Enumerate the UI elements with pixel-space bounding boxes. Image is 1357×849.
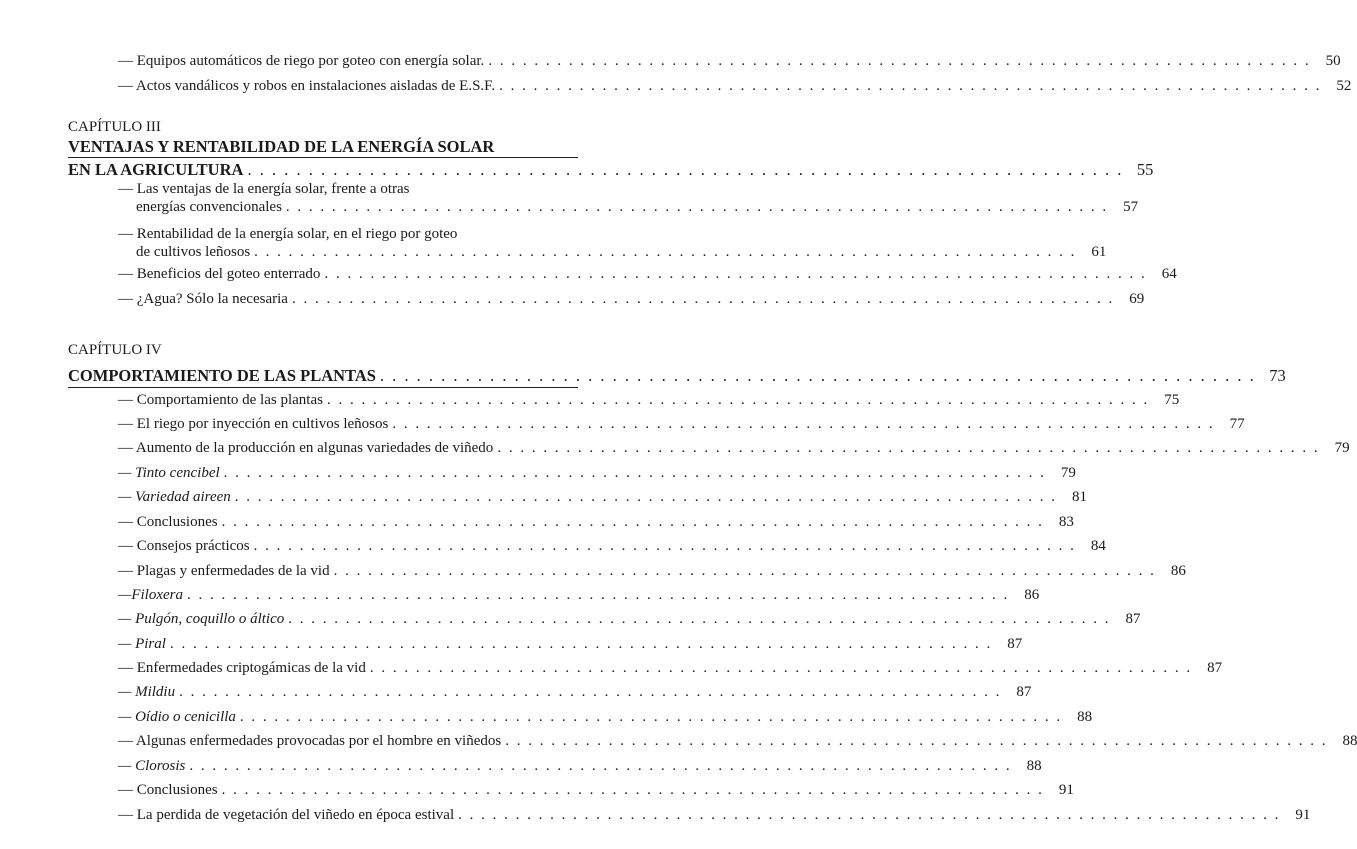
toc-entry-text: — Comportamiento de las plantas xyxy=(118,392,323,408)
toc-entry xyxy=(0,732,1357,750)
toc-leader xyxy=(324,265,1146,283)
toc-page-number: 81 xyxy=(1072,489,1088,505)
toc-entry xyxy=(0,52,1341,70)
toc-page-number: 52 xyxy=(1336,78,1352,94)
toc-subentry-text: —Filoxera xyxy=(118,587,183,603)
toc-entry-text: — Rentabilidad de la energía solar, en el riego por goteo xyxy=(118,226,458,242)
toc-page-number: 79 xyxy=(1334,440,1350,456)
toc-leader xyxy=(254,243,1076,261)
chapter-rule xyxy=(68,387,578,388)
toc-entry-text: — Enfermedades criptogámicas de la vid xyxy=(118,660,366,676)
toc-leader xyxy=(334,562,1156,580)
toc-leader xyxy=(499,77,1321,95)
chapter-title-text: EN LA AGRICULTURA xyxy=(68,160,244,179)
toc-page-number: 75 xyxy=(1164,392,1180,408)
toc-leader xyxy=(224,464,1046,482)
toc-leader xyxy=(187,586,1009,604)
toc-subentry xyxy=(0,488,1088,506)
toc-subentry xyxy=(0,757,1042,775)
toc-entry xyxy=(0,77,1352,95)
toc-leader xyxy=(327,391,1149,409)
chapter-title-line xyxy=(68,366,1286,386)
toc-page-number: 91 xyxy=(1295,807,1311,823)
chapter-page-number: 73 xyxy=(1269,366,1286,385)
toc-entry-text-cont: de cultivos leñosos xyxy=(136,244,251,260)
toc-page-number: 88 xyxy=(1077,709,1093,725)
toc-leader xyxy=(254,537,1076,555)
toc-page-number: 91 xyxy=(1058,782,1074,798)
toc-leader xyxy=(179,683,1001,701)
toc-entry xyxy=(0,180,1139,216)
toc-leader xyxy=(505,732,1327,750)
chapter-rule xyxy=(68,157,578,158)
toc-subentry-text: — Variedad aireen xyxy=(118,489,231,505)
toc-leader xyxy=(235,488,1057,506)
toc-page-number: 50 xyxy=(1325,53,1341,69)
toc-entry-text: — Consejos prácticos xyxy=(118,538,250,554)
toc-page-number: 79 xyxy=(1060,465,1076,481)
toc-subentry xyxy=(0,464,1076,482)
toc-entry-text: — Actos vandálicos y robos en instalaciones aisladas de E.S.F. xyxy=(118,78,496,94)
toc-leader xyxy=(292,290,1114,308)
toc-entry xyxy=(0,659,1223,677)
toc-entry xyxy=(0,439,1350,457)
toc-subentry xyxy=(0,635,1023,653)
toc-leader xyxy=(222,513,1044,531)
toc-subentry-text: — Tinto cencibel xyxy=(118,465,220,481)
toc-entry xyxy=(0,562,1186,580)
toc-leader xyxy=(247,160,1123,180)
toc-leader xyxy=(488,52,1310,70)
toc-page-number: 87 xyxy=(1207,660,1223,676)
toc-page-number: 61 xyxy=(1091,244,1107,260)
toc-entry xyxy=(0,415,1245,433)
toc-page-number: 69 xyxy=(1129,291,1145,307)
toc-entry-text: — La perdida de vegetación del viñedo en época estival xyxy=(118,807,455,823)
toc-entry-text: — Las ventajas de la energía solar, frente a otras xyxy=(118,181,410,197)
toc-subentry xyxy=(0,610,1141,628)
toc-entry-text: — Algunas enfermedades provocadas por el hombre en viñedos xyxy=(118,733,502,749)
toc-entry-text: — ¿Agua? Sólo la necesaria xyxy=(118,291,288,307)
toc-entry xyxy=(0,537,1106,555)
toc-leader xyxy=(288,610,1110,628)
toc-subentry-text: — Clorosis xyxy=(118,758,186,774)
toc-leader xyxy=(286,198,1108,216)
toc-leader xyxy=(222,781,1044,799)
toc-page-number: 87 xyxy=(1125,611,1141,627)
toc-subentry-text: — Pulgón, coquillo o áltico xyxy=(118,611,285,627)
toc-leader xyxy=(189,757,1011,775)
toc-subentry xyxy=(0,683,1032,701)
toc-page-number: 86 xyxy=(1170,563,1186,579)
toc-page-number: 83 xyxy=(1058,514,1074,530)
toc-entry-text: — Equipos automáticos de riego por goteo con energía solar. xyxy=(118,53,485,69)
toc-page-number: 88 xyxy=(1342,733,1357,749)
toc-subentry-text: — Piral xyxy=(118,636,166,652)
toc-page-number: 57 xyxy=(1123,199,1139,215)
toc-page-number: 88 xyxy=(1026,758,1042,774)
toc-leader xyxy=(380,366,1256,386)
toc-subentry xyxy=(0,586,1040,604)
toc-entry xyxy=(0,225,1107,261)
toc-page-number: 86 xyxy=(1024,587,1040,603)
toc-page-number: 77 xyxy=(1229,416,1245,432)
chapter-label: CAPÍTULO IV xyxy=(68,342,162,358)
chapter-title: VENTAJAS Y RENTABILIDAD DE LA ENERGÍA SOLAR xyxy=(68,137,495,156)
toc-entry xyxy=(0,513,1074,531)
toc-entry-text-cont: energías convencionales xyxy=(136,199,282,215)
toc-entry-text: — Conclusiones xyxy=(118,514,218,530)
toc-entry-text: — El riego por inyección en cultivos leñosos xyxy=(118,416,389,432)
toc-entry xyxy=(0,290,1145,308)
toc-leader xyxy=(497,439,1319,457)
toc-entry-text: — Plagas y enfermedades de la vid xyxy=(118,563,330,579)
chapter-page-number: 55 xyxy=(1136,160,1154,179)
toc-entry xyxy=(0,391,1180,409)
chapter-title-line2 xyxy=(68,160,1154,180)
toc-entry-text: — Aumento de la producción en algunas variedades de viñedo xyxy=(118,440,494,456)
chapter-title-text: COMPORTAMIENTO DE LAS PLANTAS xyxy=(68,366,376,385)
toc-leader xyxy=(170,635,992,653)
toc-subentry-text: — Oídio o cenicilla xyxy=(118,709,236,725)
toc-entry xyxy=(0,806,1311,824)
toc-entry xyxy=(0,781,1074,799)
toc-leader xyxy=(240,708,1062,726)
toc-page-number: 87 xyxy=(1016,684,1032,700)
toc-entry-text: — Beneficios del goteo enterrado xyxy=(118,266,321,282)
toc-page-number: 84 xyxy=(1090,538,1106,554)
toc-leader xyxy=(392,415,1214,433)
toc-subentry xyxy=(0,708,1093,726)
toc-page-number: 64 xyxy=(1161,266,1177,282)
toc-leader xyxy=(370,659,1192,677)
toc-leader xyxy=(458,806,1280,824)
chapter-label: CAPÍTULO III xyxy=(68,119,161,135)
toc-entry-text: — Conclusiones xyxy=(118,782,218,798)
toc-page-number: 87 xyxy=(1007,636,1023,652)
toc-subentry-text: — Mildiu xyxy=(118,684,176,700)
toc-entry xyxy=(0,265,1177,283)
